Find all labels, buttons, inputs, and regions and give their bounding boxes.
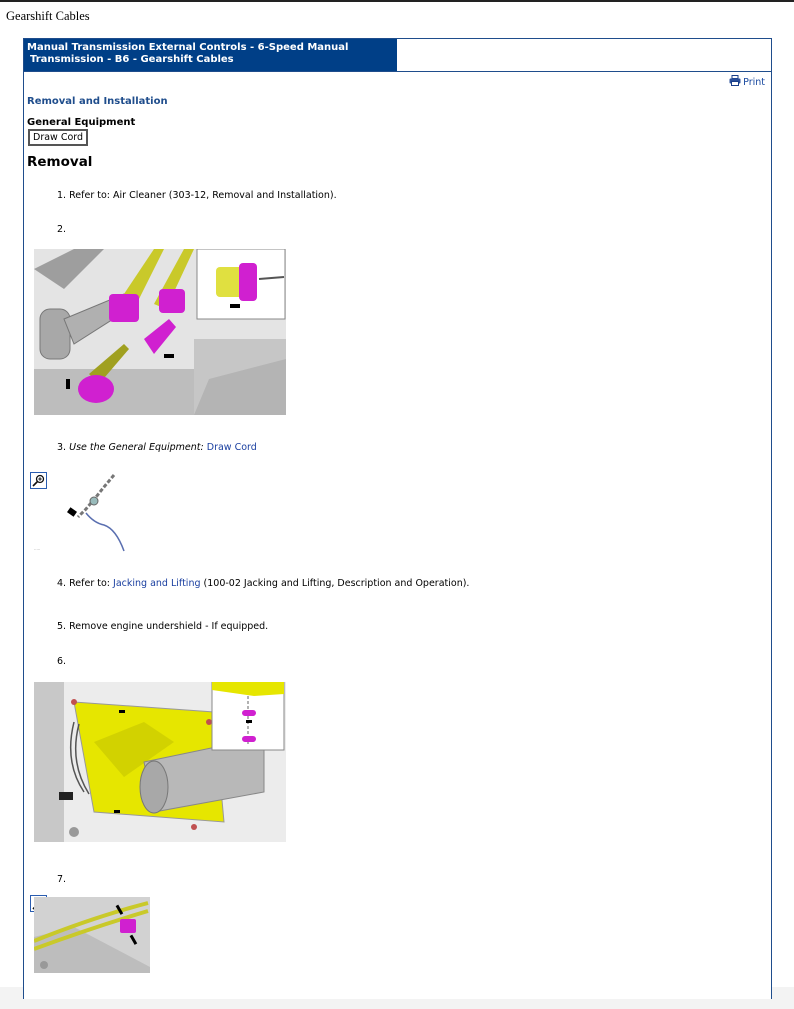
step-3 (57, 442, 257, 453)
procedure-frame: Manual Transmission External Controls - 6-Speed Manual Transmission - B6 - Gearshift Cables Print Removal and Installation General Equipment Draw Cord Removal 1. Refer to: Air Cleaner (303-12, Removal and Installation). 2. 3. Use the General Equipment: Draw Cord ····· 4. Refer to: Jacking and Lifting (100-02 Jacking and Lifting, Description and Operation). 5. Remove engine undershield - If equipped. 6. 7. (23, 38, 772, 999)
jacking-and-lifting-link[interactable]: Jacking and Lifting (113, 578, 201, 589)
procedure-header (24, 39, 397, 71)
step-number: 1. (57, 190, 67, 201)
general-equipment-heading: General Equipment (27, 117, 136, 128)
header-line-1: Manual Transmission External Controls - 6-Speed Manual (27, 42, 349, 53)
step-1 (57, 190, 337, 201)
document-title: Gearshift Cables (6, 9, 90, 23)
step-number: 7. (57, 874, 67, 885)
printer-icon (729, 75, 741, 89)
step-7 (57, 874, 66, 885)
step-6-illustration (34, 682, 286, 846)
step-2-illustration (34, 249, 286, 419)
step-5 (57, 621, 268, 632)
step-2 (57, 224, 66, 235)
removal-heading: Removal (27, 154, 93, 170)
print-button[interactable] (729, 75, 765, 89)
step-3-illustration (64, 473, 134, 557)
step-6 (57, 656, 66, 667)
draw-cord-link[interactable]: Draw Cord (206, 442, 257, 453)
step-number: 2. (57, 224, 67, 235)
header-line-2: Transmission - B6 - Gearshift Cables (30, 54, 234, 65)
step-7-illustration (34, 897, 150, 977)
step-text-prefix: Refer to: (69, 578, 110, 589)
header-bar (24, 39, 771, 72)
section-title: Removal and Installation (27, 96, 168, 107)
step-number: 6. (57, 656, 67, 667)
print-label: Print (743, 76, 765, 88)
equipment-item-draw-cord: Draw Cord (28, 129, 88, 146)
step-number: 3. (57, 442, 67, 453)
step-text: Remove engine undershield - If equipped. (69, 621, 269, 632)
step-number: 5. (57, 621, 67, 632)
step-text: Refer to: Air Cleaner (303-12, Removal and Installation). (69, 190, 337, 201)
step-number: 4. (57, 578, 67, 589)
step-4 (57, 578, 469, 589)
zoom-in-icon (31, 473, 46, 492)
zoom-in-button[interactable] (30, 472, 47, 489)
step-text: Use the General Equipment: (69, 442, 204, 453)
step-text-suffix: (100-02 Jacking and Lifting, Description and Operation). (203, 578, 470, 589)
